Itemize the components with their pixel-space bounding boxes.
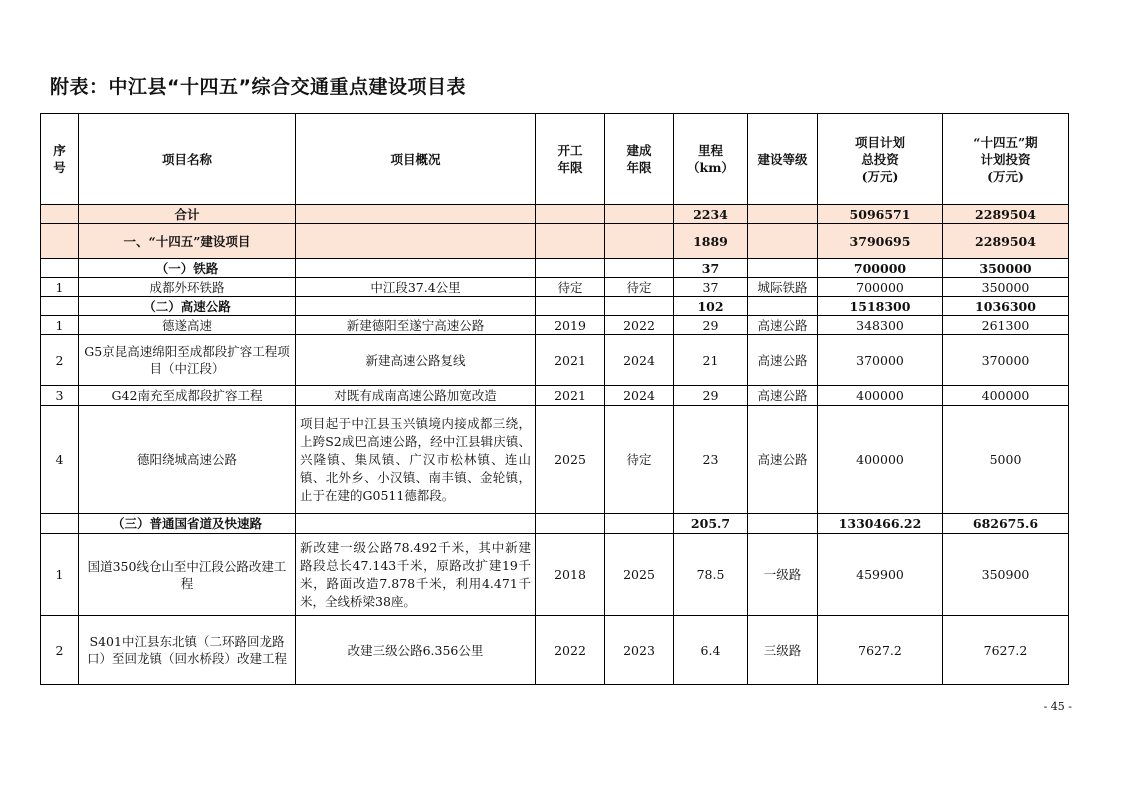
header-name: 项目名称 [161, 151, 212, 167]
cell-name: 成都外环铁路 [79, 278, 296, 297]
table-row [41, 335, 1069, 386]
cell-desc: 改建三级公路6.356公里 [296, 616, 536, 685]
cell-desc: 新建德阳至遂宁高速公路 [296, 316, 536, 335]
table-row [41, 386, 1069, 406]
cell-end: 2022 [605, 316, 674, 335]
header-end: 建成 年限 [626, 143, 652, 175]
cell-grade: 一级路 [748, 534, 818, 616]
table-row-category [41, 297, 1069, 316]
cell-start: 2021 [536, 386, 605, 406]
cell-no [41, 297, 79, 316]
cell-end [605, 224, 674, 259]
cell-desc: 新改建一级公路78.492千米，其中新建路段总长47.143千米，原路改扩建19千米，路面改造7.878千米，利用4.471千米，全线桥梁38座。 [296, 534, 536, 616]
header-plan: “十四五”期 计划投资 (万元) [973, 134, 1038, 184]
cell-start [536, 297, 605, 316]
header-total: 项目计划 总投资 (万元) [854, 134, 905, 184]
cell-name: （二）高速公路 [79, 297, 296, 316]
cell-name: G42南充至成都段扩容工程 [79, 386, 296, 406]
header-cell [605, 114, 674, 205]
cell-desc [296, 259, 536, 278]
cell-name: 德阳绕城高速公路 [79, 406, 296, 514]
cell-no [41, 514, 79, 534]
cell-name: （一）铁路 [79, 259, 296, 278]
cell-desc [296, 224, 536, 259]
cell-name: S401中江县东北镇（二环路回龙路口）至回龙镇（回水桥段）改建工程 [79, 616, 296, 685]
cell-end [605, 259, 674, 278]
cell-end [605, 514, 674, 534]
cell-plan: 682675.6 [943, 514, 1069, 534]
cell-total: 1518300 [818, 297, 943, 316]
cell-total: 5096571 [818, 205, 943, 224]
cell-total: 459900 [818, 534, 943, 616]
cell-grade [748, 224, 818, 259]
cell-grade: 高速公路 [748, 316, 818, 335]
cell-plan: 2289504 [943, 224, 1069, 259]
cell-km: 29 [674, 316, 748, 335]
cell-grade [748, 259, 818, 278]
cell-grade: 高速公路 [748, 406, 818, 514]
cell-grade [748, 205, 818, 224]
cell-start: 2022 [536, 616, 605, 685]
cell-no: 2 [41, 335, 79, 386]
cell-start: 2025 [536, 406, 605, 514]
cell-desc [296, 205, 536, 224]
cell-no [41, 259, 79, 278]
header-cell [674, 114, 748, 205]
header-start: 开工 年限 [557, 143, 583, 175]
cell-end: 2023 [605, 616, 674, 685]
cell-name: 一、“十四五”建设项目 [79, 224, 296, 259]
cell-grade: 高速公路 [748, 386, 818, 406]
cell-end: 2024 [605, 386, 674, 406]
cell-end [605, 297, 674, 316]
cell-start [536, 224, 605, 259]
table-row [41, 534, 1069, 616]
header-grade: 建设等级 [757, 151, 808, 167]
page-title: 附表：中江县“十四五”综合交通重点建设项目表 [50, 76, 466, 98]
cell-end: 2024 [605, 335, 674, 386]
cell-name: 国道350线仓山至中江段公路改建工程 [79, 534, 296, 616]
cell-km: 78.5 [674, 534, 748, 616]
cell-grade: 城际铁路 [748, 278, 818, 297]
table-row [41, 406, 1069, 514]
page-number: - 45 - [1043, 700, 1072, 713]
cell-plan: 7627.2 [943, 616, 1069, 685]
cell-km: 37 [674, 278, 748, 297]
cell-grade [748, 514, 818, 534]
cell-end [605, 205, 674, 224]
cell-desc: 项目起于中江县玉兴镇境内接成都三绕，上跨S2成巴高速公路，经中江县辑庆镇、兴隆镇、集凤镇、广汉市松林镇、连山镇、北外乡、小汉镇、南丰镇、金轮镇，止于在建的G0511德都段。 [296, 406, 536, 514]
cell-end: 2025 [605, 534, 674, 616]
header-km: 里程 （km） [687, 143, 734, 175]
cell-name: G5京昆高速绵阳至成都段扩容工程项目（中江段） [79, 335, 296, 386]
cell-start [536, 514, 605, 534]
cell-no [41, 224, 79, 259]
cell-km: 6.4 [674, 616, 748, 685]
cell-plan: 370000 [943, 335, 1069, 386]
cell-no: 2 [41, 616, 79, 685]
header-no: 序 号 [53, 143, 66, 175]
cell-plan: 400000 [943, 386, 1069, 406]
header-cell [79, 114, 296, 205]
cell-km: 2234 [674, 205, 748, 224]
cell-end: 待定 [605, 406, 674, 514]
cell-desc [296, 297, 536, 316]
cell-desc: 新建高速公路复线 [296, 335, 536, 386]
cell-plan: 1036300 [943, 297, 1069, 316]
cell-start: 2021 [536, 335, 605, 386]
cell-km: 205.7 [674, 514, 748, 534]
table-row [41, 616, 1069, 685]
cell-name: 合计 [79, 205, 296, 224]
cell-total: 1330466.22 [818, 514, 943, 534]
cell-grade: 高速公路 [748, 335, 818, 386]
cell-desc: 对既有成南高速公路加宽改造 [296, 386, 536, 406]
header-cell [41, 114, 79, 205]
cell-start: 2019 [536, 316, 605, 335]
cell-start [536, 205, 605, 224]
header-cell [748, 114, 818, 205]
cell-start: 2018 [536, 534, 605, 616]
cell-total: 400000 [818, 406, 943, 514]
table-row-total [41, 205, 1069, 224]
cell-km: 29 [674, 386, 748, 406]
table-row-category [41, 259, 1069, 278]
cell-plan: 350000 [943, 259, 1069, 278]
cell-name: 德遂高速 [79, 316, 296, 335]
header-desc: 项目概况 [390, 151, 441, 167]
cell-start: 待定 [536, 278, 605, 297]
table-row [41, 278, 1069, 297]
cell-name: （三）普通国省道及快速路 [79, 514, 296, 534]
cell-no: 4 [41, 406, 79, 514]
cell-end: 待定 [605, 278, 674, 297]
header-cell [296, 114, 536, 205]
table-row-section [41, 224, 1069, 259]
cell-plan: 261300 [943, 316, 1069, 335]
header-cell [536, 114, 605, 205]
cell-km: 37 [674, 259, 748, 278]
cell-plan: 2289504 [943, 205, 1069, 224]
cell-total: 7627.2 [818, 616, 943, 685]
cell-no: 1 [41, 534, 79, 616]
cell-desc [296, 514, 536, 534]
cell-no: 3 [41, 386, 79, 406]
cell-start [536, 259, 605, 278]
table-row [41, 316, 1069, 335]
cell-total: 3790695 [818, 224, 943, 259]
cell-no: 1 [41, 278, 79, 297]
cell-plan: 350900 [943, 534, 1069, 616]
cell-no: 1 [41, 316, 79, 335]
cell-total: 700000 [818, 278, 943, 297]
cell-km: 23 [674, 406, 748, 514]
cell-km: 21 [674, 335, 748, 386]
header-cell [943, 114, 1069, 205]
project-table [40, 113, 1069, 685]
cell-total: 700000 [818, 259, 943, 278]
cell-km: 102 [674, 297, 748, 316]
cell-grade: 三级路 [748, 616, 818, 685]
cell-plan: 350000 [943, 278, 1069, 297]
header-cell [818, 114, 943, 205]
cell-plan: 5000 [943, 406, 1069, 514]
cell-total: 400000 [818, 386, 943, 406]
cell-total: 370000 [818, 335, 943, 386]
cell-total: 348300 [818, 316, 943, 335]
cell-grade [748, 297, 818, 316]
table-row-category [41, 514, 1069, 534]
cell-km: 1889 [674, 224, 748, 259]
table-header-row [41, 114, 1069, 205]
cell-no [41, 205, 79, 224]
cell-desc: 中江段37.4公里 [296, 278, 536, 297]
